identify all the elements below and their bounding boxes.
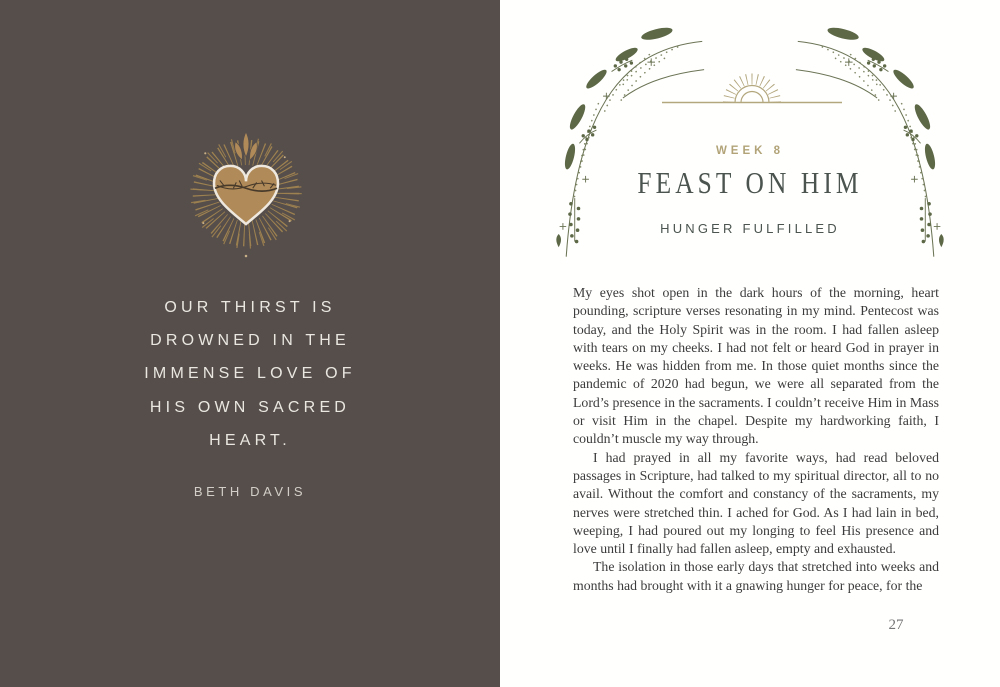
body-paragraph: I had prayed in all my favorite ways, had read beloved passages in Scripture, had talked to my spiritual director, all to no avail. Without the comfort and constancy of the sacraments, my nerves were stretched thin. I ached for God. As I had lain in bed, weeping, I had poured out my longing to feel His presence and love until I finally had fallen asleep, empty and exhausted. — [573, 449, 939, 557]
quote-line: IMMENSE LOVE OF — [144, 365, 356, 383]
body-paragraph: The isolation in those early days that stretched into weeks and months had brought with it a gnawing hunger for peace, for the — [573, 559, 939, 593]
right-page — [500, 0, 1000, 687]
quote-line: DROWNED IN THE — [150, 332, 350, 350]
page-number: 27 — [888, 617, 904, 633]
chapter-subtitle: HUNGER FULFILLED — [660, 221, 840, 236]
sacred-heart-icon — [183, 126, 309, 264]
quote-line: OUR THIRST IS — [164, 299, 336, 316]
chapter-title: FEAST ON HIM — [637, 165, 863, 200]
week-eyebrow: WEEK 8 — [715, 145, 785, 157]
quote-attribution: BETH DAVIS — [193, 484, 307, 499]
quote-line: HIS OWN SACRED — [149, 398, 351, 416]
chapter-body — [573, 284, 939, 595]
sunrise-icon — [662, 60, 842, 106]
pull-quote — [95, 291, 405, 457]
quote-line: HEART. — [209, 431, 291, 449]
body-paragraph: My eyes shot open in the dark hours of the morning, heart pounding, scripture verses resonating in my mind. Pentecost was today, and the Holy Spirit was in the room. I had fallen asleep with tears on my cheeks. I had not felt or heard God in prayer in weeks. He was hidden from me. In those quiet months since the pandemic of 2020 had begun, we were all separated from the Lord’s presence in the sacraments. I couldn’t receive Him in Mass or visit Him in the chapel. Despite my hardworking faith, I couldn’t muscle my way through. — [573, 285, 939, 447]
